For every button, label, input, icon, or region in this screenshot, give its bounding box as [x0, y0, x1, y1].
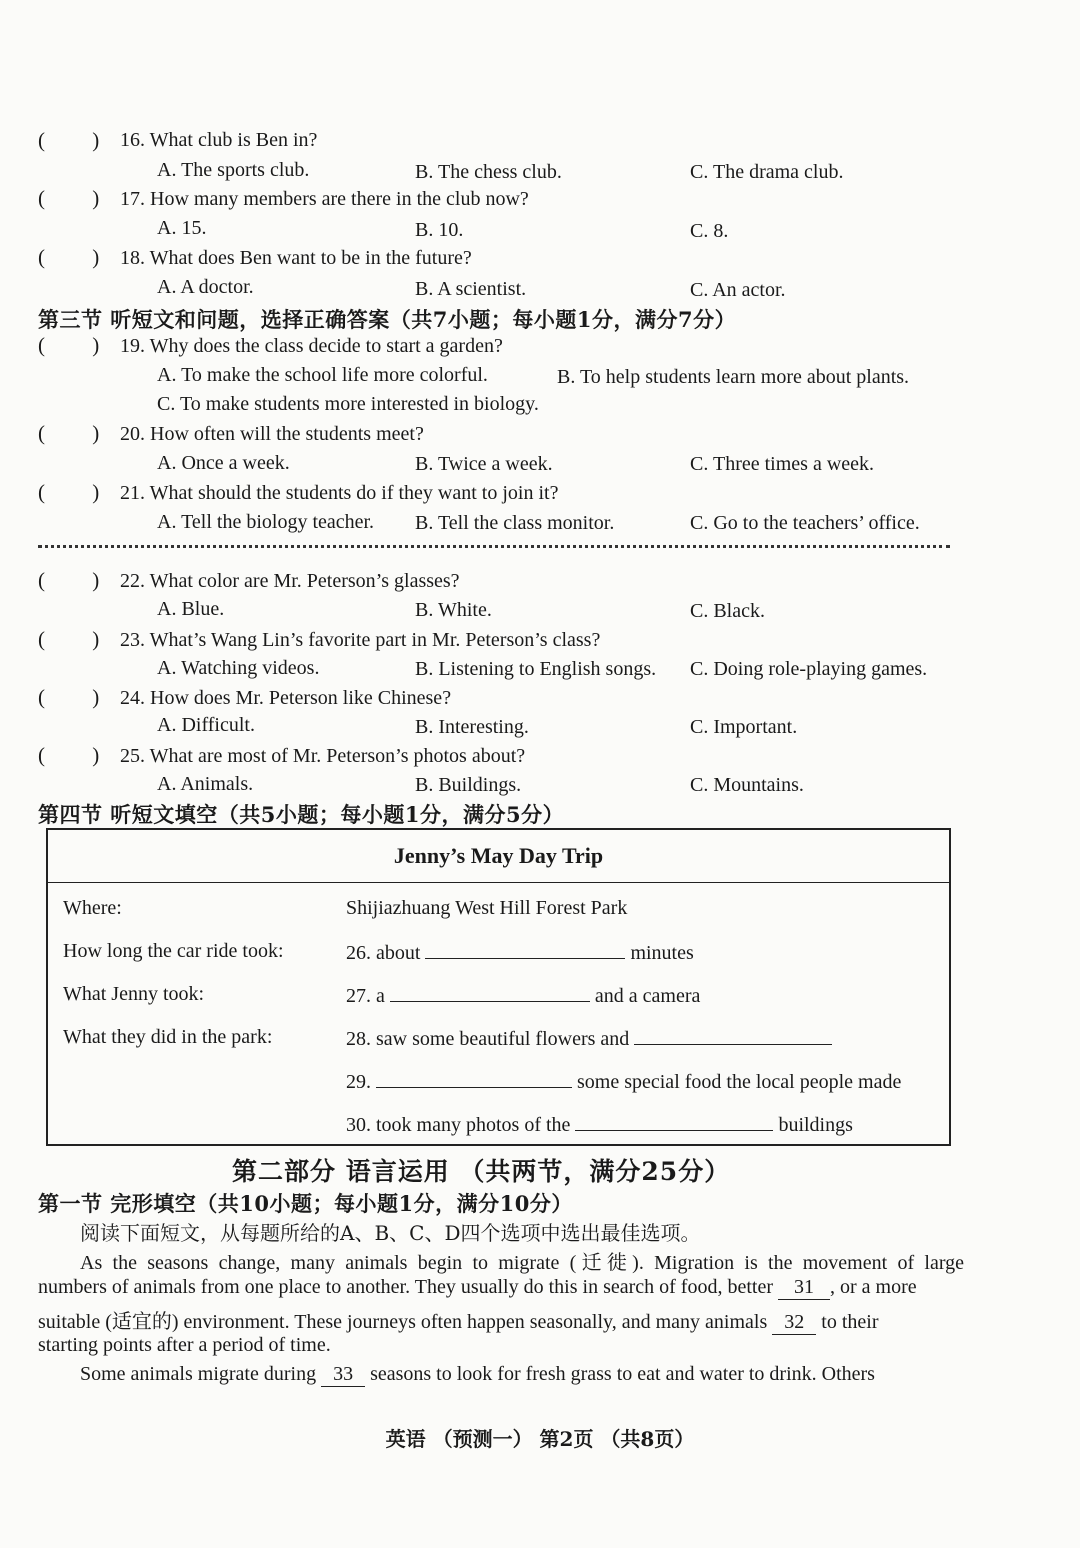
question-22 — [120, 570, 460, 593]
question-text: What are most of Mr. Peterson’s photos about? — [149, 745, 526, 767]
answer-blank-30[interactable] — [575, 1112, 773, 1131]
row-suffix: buildings — [778, 1114, 853, 1136]
question-18 — [120, 247, 472, 270]
question-25 — [120, 745, 525, 768]
question-21 — [120, 482, 558, 505]
trip-table-title: Jenny’s May Day Trip — [48, 830, 949, 883]
passage-line-1: As the seasons change, many animals begin to migrate (迁徙). Migration is the movement of large — [80, 1252, 964, 1274]
option-b: B. Listening to English songs. — [415, 658, 657, 680]
dotted-divider — [38, 545, 950, 548]
option-b: B. A scientist. — [415, 278, 527, 300]
answer-row-29 — [346, 1069, 901, 1094]
row-prefix: 27. a — [346, 985, 385, 1007]
passage-line-4: starting points after a period of time. — [38, 1334, 331, 1356]
passage-line-2 — [38, 1276, 917, 1300]
passage-text: to their — [821, 1311, 879, 1333]
answer-bracket[interactable]: ( ) — [38, 685, 100, 709]
question-number: 20. — [120, 423, 145, 445]
blank-33[interactable]: 33 — [321, 1363, 365, 1387]
answer-blank-27[interactable] — [390, 983, 590, 1002]
row-prefix: 26. about — [346, 942, 421, 964]
answer-bracket[interactable]: ( ) — [38, 480, 100, 504]
option-c: C. The drama club. — [690, 161, 844, 183]
option-b: B. Twice a week. — [415, 453, 553, 475]
question-17 — [120, 188, 529, 211]
passage-text: seasons to look for fresh grass to eat and water to drink. Others — [370, 1363, 875, 1385]
answer-bracket[interactable]: ( ) — [38, 186, 100, 210]
row-prefix: 30. took many photos of the — [346, 1114, 571, 1136]
option-a: A. Tell the biology teacher. — [157, 511, 375, 533]
passage-line-3 — [38, 1305, 878, 1335]
instruction-text: 阅读下面短文，从每题所给的A、B、C、D四个选项中选出最佳选项。 — [80, 1221, 701, 1245]
option-a: A. Animals. — [157, 773, 254, 795]
answer-bracket[interactable]: ( ) — [38, 743, 100, 767]
row-prefix: 28. saw some beautiful flowers and — [346, 1028, 630, 1050]
blank-31[interactable]: 31 — [778, 1276, 830, 1300]
question-24 — [120, 687, 451, 710]
question-number: 17. — [120, 188, 145, 210]
question-number: 19. — [120, 335, 145, 357]
question-19 — [120, 335, 503, 358]
option-b: B. The chess club. — [415, 161, 562, 183]
answer-row-27 — [346, 983, 700, 1008]
blank-32[interactable]: 32 — [772, 1311, 816, 1335]
question-number: 18. — [120, 247, 145, 269]
option-b: B. White. — [415, 599, 492, 621]
page-footer: 英语 （预测一） 第2页 （共8页） — [385, 1427, 695, 1451]
option-c: C. Three times a week. — [690, 453, 875, 475]
option-a: A. Watching videos. — [157, 657, 320, 679]
option-b: B. Interesting. — [415, 716, 529, 738]
question-text: How does Mr. Peterson like Chinese? — [150, 687, 452, 709]
part-2-title: 第二部分 语言运用 （共两节，满分25分） — [232, 1157, 731, 1186]
question-23 — [120, 629, 600, 652]
question-number: 22. — [120, 570, 145, 592]
answer-row-30 — [346, 1112, 853, 1137]
answer-bracket[interactable]: ( ) — [38, 421, 100, 445]
question-number: 21. — [120, 482, 145, 504]
question-text: What color are Mr. Peterson’s glasses? — [149, 570, 460, 592]
row-prefix: 29. — [346, 1071, 371, 1093]
option-c: C. An actor. — [690, 279, 786, 301]
answer-blank-29[interactable] — [376, 1069, 572, 1088]
question-20 — [120, 423, 424, 446]
passage-text: suitable (适宜的) environment. These journeys often happen seasonally, and many animals — [38, 1311, 768, 1333]
question-text: How often will the students meet? — [150, 423, 424, 445]
answer-blank-26[interactable] — [425, 940, 625, 959]
answer-blank-28[interactable] — [634, 1026, 832, 1045]
passage-text: numbers of animals from one place to another. They usually do this in search of food, better — [38, 1276, 773, 1298]
option-c: C. To make students more interested in biology. — [157, 393, 539, 415]
question-text: How many members are there in the club now? — [150, 188, 529, 210]
section-3-title: 第三节 听短文和问题，选择正确答案（共7小题；每小题1分，满分7分） — [38, 307, 737, 332]
question-text: What should the students do if they want to join it? — [149, 482, 559, 504]
option-c: C. Go to the teachers’ office. — [690, 512, 920, 534]
option-a: A. Blue. — [157, 598, 225, 620]
did-label: What they did in the park: — [63, 1026, 273, 1048]
passage-text: , or a more — [830, 1276, 917, 1298]
passage-line-5 — [80, 1363, 875, 1387]
where-value: Shijiazhuang West Hill Forest Park — [346, 897, 628, 919]
option-a: A. Once a week. — [157, 452, 290, 474]
option-a: A. 15. — [157, 217, 207, 239]
question-number: 23. — [120, 629, 145, 651]
option-a: A. A doctor. — [157, 276, 254, 298]
option-c: C. Important. — [690, 716, 798, 738]
answer-row-28 — [346, 1026, 832, 1051]
question-text: What club is Ben in? — [149, 129, 318, 151]
row-suffix: minutes — [630, 942, 694, 964]
question-text: What’s Wang Lin’s favorite part in Mr. Peterson’s class? — [149, 629, 601, 651]
row-suffix: some special food the local people made — [577, 1071, 902, 1093]
answer-bracket[interactable]: ( ) — [38, 333, 100, 357]
option-b: B. 10. — [415, 219, 464, 241]
question-number: 16. — [120, 129, 145, 151]
where-label: Where: — [63, 897, 122, 919]
option-a: A. The sports club. — [157, 159, 310, 181]
question-16 — [120, 129, 317, 152]
answer-bracket[interactable]: ( ) — [38, 128, 100, 152]
passage-text: Some animals migrate during — [80, 1363, 317, 1385]
option-a: A. To make the school life more colorful. — [157, 364, 488, 386]
option-b: B. To help students learn more about plants. — [557, 366, 910, 388]
option-c: C. Black. — [690, 600, 765, 622]
question-text: What does Ben want to be in the future? — [149, 247, 472, 269]
answer-bracket[interactable]: ( ) — [38, 568, 100, 592]
part-2-section-1-title: 第一节 完形填空（共10小题；每小题1分，满分10分） — [38, 1191, 573, 1216]
question-number: 25. — [120, 745, 145, 767]
option-a: A. Difficult. — [157, 714, 255, 736]
took-label: What Jenny took: — [63, 983, 205, 1005]
trip-table — [46, 828, 951, 1146]
question-number: 24. — [120, 687, 145, 709]
option-c: C. Mountains. — [690, 774, 804, 796]
option-c: C. 8. — [690, 220, 729, 242]
answer-row-26 — [346, 940, 694, 965]
option-b: B. Buildings. — [415, 774, 522, 796]
answer-bracket[interactable]: ( ) — [38, 627, 100, 651]
question-text: Why does the class decide to start a garden? — [149, 335, 503, 357]
ride-label: How long the car ride took: — [63, 940, 284, 962]
option-b: B. Tell the class monitor. — [415, 512, 615, 534]
row-suffix: and a camera — [594, 985, 701, 1007]
option-c: C. Doing role-playing games. — [690, 658, 928, 680]
answer-bracket[interactable]: ( ) — [38, 245, 100, 269]
section-4-title: 第四节 听短文填空（共5小题；每小题1分，满分5分） — [38, 802, 565, 827]
